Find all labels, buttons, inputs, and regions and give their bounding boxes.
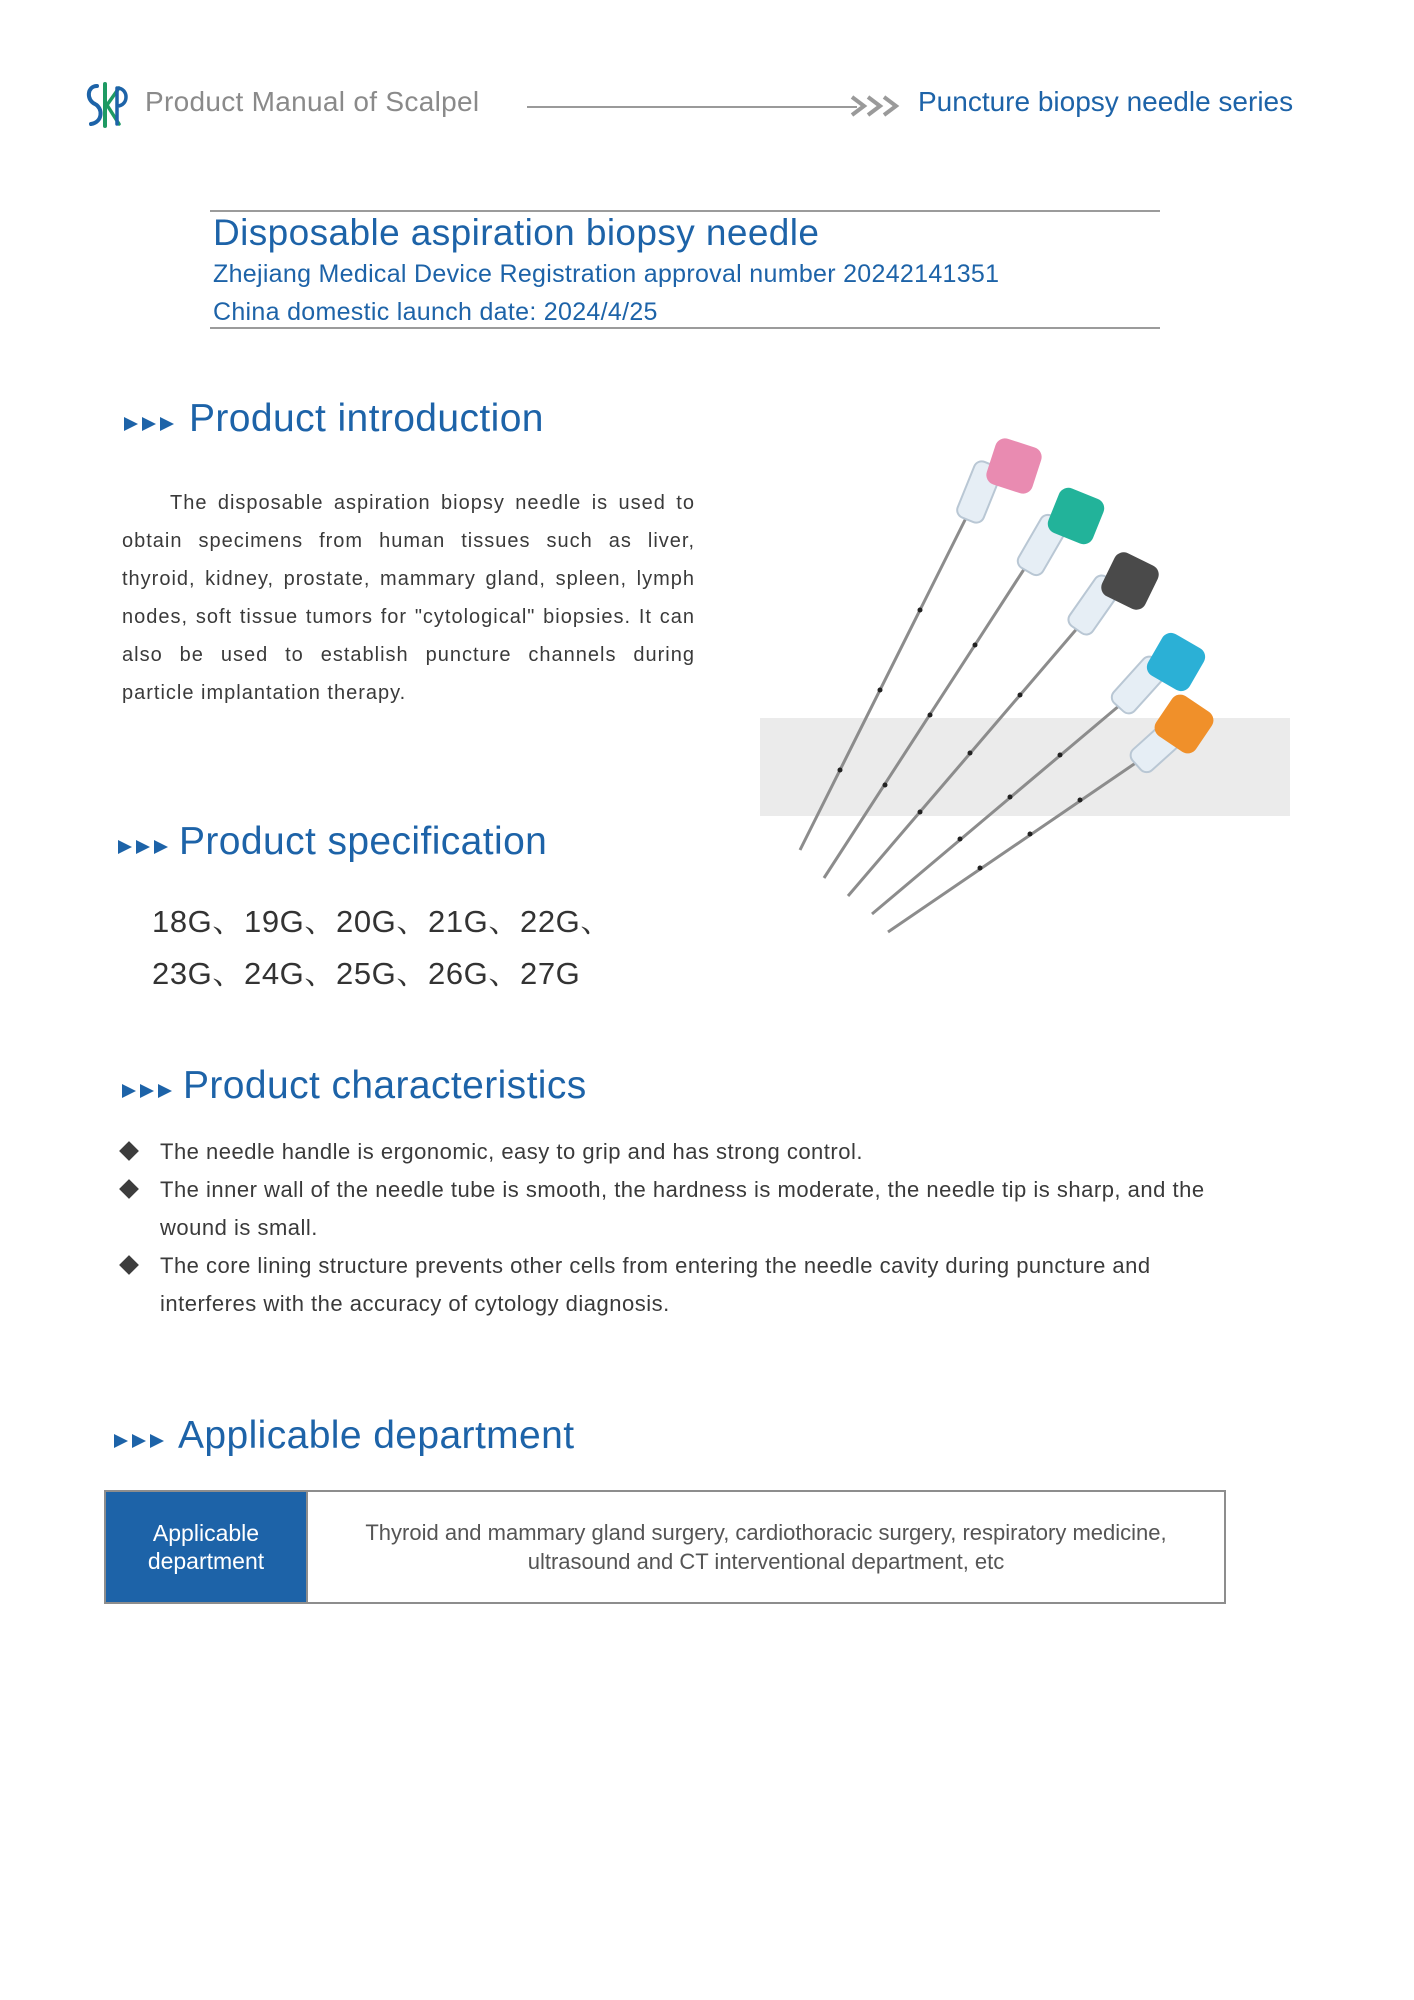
launch-date: China domestic launch date: 2024/4/25 [213, 298, 658, 326]
series-title: Puncture biopsy needle series [918, 86, 1294, 117]
skp-logo [83, 80, 129, 130]
triple-arrow-icon [114, 1432, 166, 1450]
list-item: The core lining structure prevents other cells from entering the needle cavity during puncture and interferes with the accuracy of cytology diagnosis. [118, 1247, 1238, 1323]
triple-arrow-icon [124, 415, 176, 433]
triple-arrow-icon [122, 1082, 174, 1100]
product-name: Disposable aspiration biopsy needle [213, 212, 820, 253]
diamond-bullet-icon [119, 1179, 139, 1199]
list-item: The inner wall of the needle tube is smooth, the hardness is moderate, the needle tip is sharp, and the wound is small. [118, 1171, 1238, 1247]
spec-line-1: 18G、19G、20G、21G、22G、 [152, 904, 612, 939]
department-value-cell: Thyroid and mammary gland surgery, cardiothoracic surgery, respiratory medicine, ultrasound and CT interventional department, etc [306, 1492, 1224, 1602]
introduction-paragraph: The disposable aspiration biopsy needle is used to obtain specimens from human tissues such as liver, thyroid, kidney, prostate, mammary gland, spleen, lymph nodes, soft tissue tumors for "cytological" biopsies. It can also be used to establish puncture channels during particle implantation therapy. [122, 492, 695, 704]
section-title-department: Applicable department [178, 1414, 575, 1457]
biopsy-needles-image [760, 430, 1320, 950]
spec-line-2: 23G、24G、25G、26G、27G [152, 956, 581, 991]
section-title-specification: Product specification [179, 820, 548, 863]
introduction-text [122, 484, 695, 712]
manual-title: Product Manual of Scalpel [145, 86, 480, 117]
section-title-introduction: Product introduction [189, 397, 544, 440]
diamond-bullet-icon [119, 1141, 139, 1161]
section-title-characteristics: Product characteristics [183, 1064, 587, 1107]
chevrons-right-icon [850, 92, 906, 120]
department-label-cell: Applicable department [106, 1492, 306, 1602]
department-table [104, 1490, 1226, 1604]
title-rule-bottom [210, 327, 1160, 329]
characteristics-list [118, 1133, 1238, 1323]
triple-arrow-icon [118, 838, 170, 856]
list-item: The needle handle is ergonomic, easy to grip and has strong control. [118, 1133, 1238, 1171]
diamond-bullet-icon [119, 1255, 139, 1275]
header-divider [527, 106, 857, 108]
registration-number: Zhejiang Medical Device Registration approval number 20242141351 [213, 260, 1000, 288]
